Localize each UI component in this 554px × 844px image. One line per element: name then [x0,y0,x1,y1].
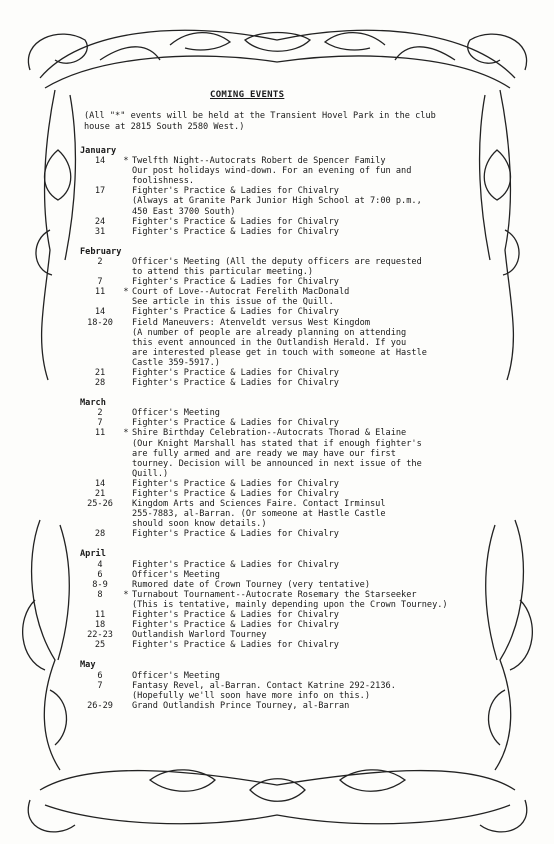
event-star [120,640,132,650]
month-gap [80,539,460,545]
event-date: 31 [94,226,106,237]
event-text [132,217,460,227]
event-line: Fighter's Practice & Ladies for Chivalry [132,610,339,621]
event-row [80,217,460,227]
event-line: Fighter's Practice & Ladies for Chivalry [132,378,339,389]
event-line: Twelfth Night--Autocrats Robert de Spencer Family [132,156,386,167]
event-date: 14 [94,478,106,489]
event-line: foolishness. [132,176,195,187]
event-date: 28 [94,529,106,540]
event-line: Officer's Meeting [132,408,220,419]
event-line: Field Maneuvers: Atenveldt versus West Kingdom [132,317,370,328]
event-date: 11 [94,610,106,621]
event-text [132,580,460,590]
event-line: Grand Outlandish Prince Tourney, al-Barran [132,700,350,711]
event-line: Fighter's Practice & Ladies for Chivalry [132,186,339,197]
event-line: this event announced in the Outlandish Herald. If you [132,337,407,348]
event-date: 11 [94,428,106,439]
event-star [120,217,132,227]
event-line: Fighter's Practice & Ladies for Chivalry [132,226,339,237]
event-line: (A number of people are already planning on attending [132,327,407,338]
event-text [132,368,460,378]
event-row [80,630,460,640]
event-line: Castle 359-5917.) [132,357,220,368]
event-star [120,499,132,529]
event-text [132,620,460,630]
event-row [80,529,460,539]
event-star [120,186,132,216]
event-star [120,610,132,620]
event-date: 14 [94,307,106,318]
event-star [120,529,132,539]
event-date: 7 [97,418,103,429]
event-line: (This is tentative, mainly depending upon the Crown Tourney.) [132,599,448,610]
event-text [132,590,460,610]
event-text [132,318,460,368]
event-star [120,479,132,489]
event-text [132,681,460,701]
event-text [132,671,460,681]
event-star: * [123,287,129,298]
event-star [120,408,132,418]
month-heading: April [80,549,106,560]
event-date: 25-26 [87,499,113,510]
event-text [132,277,460,287]
event-text [132,701,460,711]
event-star [120,570,132,580]
event-star [120,257,132,277]
event-date: 11 [94,287,106,298]
event-row [80,620,460,630]
event-date: 21 [94,367,106,378]
event-text [132,499,460,529]
event-line: 450 East 3700 South) [132,206,236,217]
event-date: 4 [97,559,103,570]
event-line: (Always at Granite Park Junior High School at 7:00 p.m., [132,196,422,207]
event-line: tourney. Decision will be announced in next issue of the [132,458,422,469]
month-gap [80,237,460,243]
event-line: are interested please get in touch with someone at Hastle [132,347,427,358]
event-text [132,408,460,418]
event-text [132,570,460,580]
event-text [132,227,460,237]
event-star [120,681,132,701]
event-row [80,257,460,277]
event-line: Officer's Meeting (All the deputy officers are requested [132,256,422,267]
event-text [132,307,460,317]
event-row [80,378,460,388]
event-date: 25 [94,640,106,651]
event-text [132,610,460,620]
event-date: 21 [94,489,106,499]
event-line: Fighter's Practice & Ladies for Chivalry [132,529,339,540]
event-line: (Our Knight Marshall has stated that if enough fighter's [132,438,422,449]
event-text [132,560,460,570]
event-row [80,368,460,378]
event-star [120,560,132,570]
event-star: * [123,428,129,439]
event-text [132,479,460,489]
event-text [132,640,460,650]
event-date: 14 [94,156,106,167]
event-line: Turnabout Tournament--Autocrate Rosemary the Starseeker [132,589,417,600]
event-star [120,227,132,237]
event-line: Rumored date of Crown Tourney (very tentative) [132,579,370,590]
event-row [80,499,460,529]
event-row [80,671,460,681]
event-row [80,277,460,287]
event-line: Fighter's Practice & Ladies for Chivalry [132,418,339,429]
event-row [80,640,460,650]
event-date: 6 [97,569,103,580]
event-row [80,479,460,489]
event-date: 2 [97,256,103,267]
month-heading: March [80,398,106,409]
event-star [120,489,132,499]
page-title: COMING EVENTS [210,90,285,100]
event-line: Kingdom Arts and Sciences Faire. Contact Irminsul [132,499,386,510]
event-row [80,156,460,186]
month-gap [80,388,460,394]
event-line: Fighter's Practice & Ladies for Chivalry [132,640,339,651]
event-text [132,630,460,640]
event-star [120,307,132,317]
event-star: * [123,156,129,167]
event-date: 7 [97,277,103,288]
event-star [120,580,132,590]
event-row [80,428,460,478]
event-row [80,560,460,570]
event-star [120,671,132,681]
event-row [80,590,460,610]
event-line: 255-7883, al-Barran. (Or someone at Hastle Castle [132,509,386,520]
event-row [80,408,460,418]
event-date: 24 [94,216,106,227]
event-line: Officer's Meeting [132,670,220,681]
event-line: Fighter's Practice & Ladies for Chivalry [132,620,339,631]
event-line: See article in this issue of the Quill. [132,297,334,308]
event-line: Outlandish Warlord Tourney [132,630,267,641]
event-line: Fighter's Practice & Ladies for Chivalry [132,277,339,288]
event-row [80,287,460,307]
event-line: Fighter's Practice & Ladies for Chivalry [132,307,339,318]
event-row [80,318,460,368]
event-text [132,489,460,499]
event-date: 8 [97,589,103,600]
event-text [132,418,460,428]
event-text [132,378,460,388]
event-date: 2 [97,408,103,419]
event-row [80,186,460,216]
month-heading: May [80,660,96,671]
event-row [80,418,460,428]
event-date: 7 [97,680,103,691]
event-date: 22-23 [87,630,113,641]
event-star [120,368,132,378]
event-date: 18-20 [87,317,113,328]
event-row [80,307,460,317]
event-line: Fighter's Practice & Ladies for Chivalry [132,489,339,499]
event-star [120,318,132,368]
event-star: * [123,589,129,600]
event-date: 28 [94,378,106,389]
event-line: should soon know details.) [132,519,267,530]
event-line: are fully armed and are ready we may have our first [132,448,396,459]
event-line: Quill.) [132,468,169,479]
event-date: 8-9 [92,579,108,590]
event-line: Fighter's Practice & Ladies for Chivalry [132,478,339,489]
event-star [120,277,132,287]
event-line: to attend this particular meeting.) [132,267,314,278]
events-list [80,142,460,711]
event-line: Fighter's Practice & Ladies for Chivalry [132,559,339,570]
event-row [80,681,460,701]
event-line: Officer's Meeting [132,569,220,580]
event-row [80,227,460,237]
month-gap [80,650,460,656]
event-date: 18 [94,620,106,631]
event-text [132,428,460,478]
event-row [80,610,460,620]
event-date: 17 [94,186,106,197]
event-star [120,701,132,711]
event-line: (Hopefully we'll soon have more info on this.) [132,690,370,701]
intro-note: (All "*" events will be held at the Transient Hovel Park in the club house at 2815 South 2580 West.) [84,111,436,132]
event-row [80,580,460,590]
event-text [132,257,460,277]
event-line: Court of Love--Autocrat Ferelith MacDonald [132,287,350,298]
month-heading: January [80,146,117,156]
event-text [132,529,460,539]
event-star [120,630,132,640]
event-star [120,418,132,428]
event-row [80,570,460,580]
event-row [80,489,460,499]
event-star [120,378,132,388]
event-text [132,287,460,307]
event-row [80,701,460,711]
event-date: 6 [97,670,103,681]
event-line: Fantasy Revel, al-Barran. Contact Katrine 292-2136. [132,680,396,691]
event-star [120,620,132,630]
event-date: 26-29 [87,700,113,711]
event-line: Fighter's Practice & Ladies for Chivalry [132,367,339,378]
month-heading: February [80,246,122,257]
event-line: Fighter's Practice & Ladies for Chivalry [132,216,339,227]
event-text [132,186,460,216]
event-line: Our post holidays wind-down. For an evening of fun and [132,166,412,177]
event-line: Shire Birthday Celebration--Autocrats Thorad & Elaine [132,428,407,439]
event-text [132,156,460,186]
